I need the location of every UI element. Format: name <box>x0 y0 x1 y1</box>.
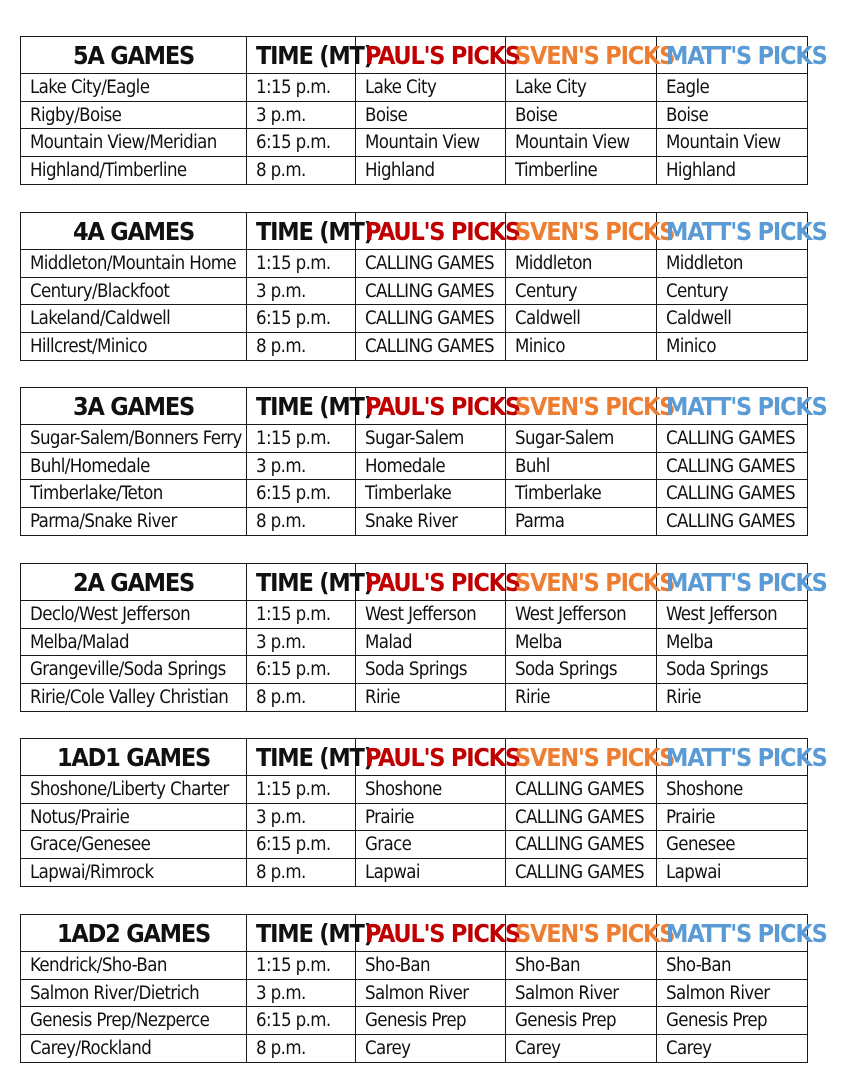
time-cell: 3 p.m. <box>247 628 356 656</box>
classification-title: 1AD1 GAMES <box>21 739 247 776</box>
sven-pick-cell: Century <box>506 277 657 305</box>
svens-picks-header: SVEN'S PICKS <box>506 388 657 425</box>
time-cell: 8 p.m. <box>247 333 356 361</box>
time-cell: 6:15 p.m. <box>247 480 356 508</box>
matchup-cell: Rigby/Boise <box>21 101 247 129</box>
matchup-cell: Middleton/Mountain Home <box>21 250 247 278</box>
table-row <box>21 684 808 712</box>
matt-pick-cell: Salmon River <box>657 979 808 1007</box>
table-row <box>21 1035 808 1063</box>
sven-pick-cell: CALLING GAMES <box>506 803 657 831</box>
svens-picks-header: SVEN'S PICKS <box>506 739 657 776</box>
time-cell: 3 p.m. <box>247 277 356 305</box>
matts-picks-header: MATT'S PICKS <box>657 564 808 601</box>
matchup-cell: Hillcrest/Minico <box>21 333 247 361</box>
matchup-cell: Grangeville/Soda Springs <box>21 656 247 684</box>
paul-pick-cell: Highland <box>356 157 506 185</box>
table-row <box>21 1007 808 1035</box>
matts-picks-header: MATT'S PICKS <box>657 388 808 425</box>
time-header: TIME (MT) <box>247 915 356 952</box>
table-row <box>21 250 808 278</box>
paul-pick-cell: CALLING GAMES <box>356 305 506 333</box>
time-cell: 3 p.m. <box>247 452 356 480</box>
matt-pick-cell: CALLING GAMES <box>657 425 808 453</box>
paul-pick-cell: Snake River <box>356 508 506 536</box>
sven-pick-cell: Carey <box>506 1035 657 1063</box>
classification-title: 3A GAMES <box>21 388 247 425</box>
time-cell: 8 p.m. <box>247 684 356 712</box>
paul-pick-cell: Genesis Prep <box>356 1007 506 1035</box>
matt-pick-cell: Sho-Ban <box>657 952 808 980</box>
classification-title: 4A GAMES <box>21 213 247 250</box>
time-cell: 6:15 p.m. <box>247 831 356 859</box>
matchup-cell: Parma/Snake River <box>21 508 247 536</box>
paul-pick-cell: Lake City <box>356 74 506 102</box>
matchup-cell: Lake City/Eagle <box>21 74 247 102</box>
matchup-cell: Ririe/Cole Valley Christian <box>21 684 247 712</box>
table-header-row <box>21 564 808 601</box>
paul-pick-cell: Sugar-Salem <box>356 425 506 453</box>
matchup-cell: Highland/Timberline <box>21 157 247 185</box>
matt-pick-cell: CALLING GAMES <box>657 508 808 536</box>
time-cell: 1:15 p.m. <box>247 952 356 980</box>
svens-picks-header: SVEN'S PICKS <box>506 915 657 952</box>
matchup-cell: Declo/West Jefferson <box>21 601 247 629</box>
table-row <box>21 129 808 157</box>
sven-pick-cell: Middleton <box>506 250 657 278</box>
matt-pick-cell: Genesee <box>657 831 808 859</box>
matt-pick-cell: CALLING GAMES <box>657 452 808 480</box>
sven-pick-cell: Timberlake <box>506 480 657 508</box>
matt-pick-cell: Melba <box>657 628 808 656</box>
classification-title: 1AD2 GAMES <box>21 915 247 952</box>
matt-pick-cell: CALLING GAMES <box>657 480 808 508</box>
matchup-cell: Shoshone/Liberty Charter <box>21 776 247 804</box>
paul-pick-cell: CALLING GAMES <box>356 333 506 361</box>
matt-pick-cell: Caldwell <box>657 305 808 333</box>
time-header: TIME (MT) <box>247 388 356 425</box>
matchup-cell: Sugar-Salem/Bonners Ferry <box>21 425 247 453</box>
sven-pick-cell: CALLING GAMES <box>506 776 657 804</box>
sven-pick-cell: Mountain View <box>506 129 657 157</box>
table-row <box>21 101 808 129</box>
matts-picks-header: MATT'S PICKS <box>657 213 808 250</box>
matt-pick-cell: West Jefferson <box>657 601 808 629</box>
time-cell: 1:15 p.m. <box>247 425 356 453</box>
table-header-row <box>21 915 808 952</box>
matt-pick-cell: Lapwai <box>657 859 808 887</box>
sven-pick-cell: Parma <box>506 508 657 536</box>
matt-pick-cell: Minico <box>657 333 808 361</box>
matchup-cell: Mountain View/Meridian <box>21 129 247 157</box>
time-cell: 1:15 p.m. <box>247 74 356 102</box>
table-row <box>21 508 808 536</box>
matt-pick-cell: Mountain View <box>657 129 808 157</box>
paul-pick-cell: Soda Springs <box>356 656 506 684</box>
time-cell: 3 p.m. <box>247 979 356 1007</box>
matchup-cell: Carey/Rockland <box>21 1035 247 1063</box>
table-header-row <box>21 388 808 425</box>
table-row <box>21 776 808 804</box>
matts-picks-header: MATT'S PICKS <box>657 37 808 74</box>
matt-pick-cell: Shoshone <box>657 776 808 804</box>
matchup-cell: Melba/Malad <box>21 628 247 656</box>
matchup-cell: Lakeland/Caldwell <box>21 305 247 333</box>
time-cell: 3 p.m. <box>247 803 356 831</box>
sven-pick-cell: Buhl <box>506 452 657 480</box>
matts-picks-header: MATT'S PICKS <box>657 915 808 952</box>
sven-pick-cell: Lake City <box>506 74 657 102</box>
time-cell: 8 p.m. <box>247 157 356 185</box>
paul-pick-cell: Boise <box>356 101 506 129</box>
matchup-cell: Notus/Prairie <box>21 803 247 831</box>
paul-pick-cell: Prairie <box>356 803 506 831</box>
time-cell: 6:15 p.m. <box>247 129 356 157</box>
table-row <box>21 74 808 102</box>
pauls-picks-header: PAUL'S PICKS <box>356 37 506 74</box>
classification-title: 5A GAMES <box>21 37 247 74</box>
table-header-row <box>21 213 808 250</box>
sven-pick-cell: Ririe <box>506 684 657 712</box>
table-row <box>21 628 808 656</box>
time-cell: 8 p.m. <box>247 859 356 887</box>
paul-pick-cell: CALLING GAMES <box>356 250 506 278</box>
matt-pick-cell: Century <box>657 277 808 305</box>
paul-pick-cell: CALLING GAMES <box>356 277 506 305</box>
matchup-cell: Genesis Prep/Nezperce <box>21 1007 247 1035</box>
svens-picks-header: SVEN'S PICKS <box>506 564 657 601</box>
time-header: TIME (MT) <box>247 37 356 74</box>
table-header-row <box>21 739 808 776</box>
table-row <box>21 277 808 305</box>
paul-pick-cell: Grace <box>356 831 506 859</box>
paul-pick-cell: Mountain View <box>356 129 506 157</box>
games-table-1ad2-games <box>20 914 827 1063</box>
matt-pick-cell: Eagle <box>657 74 808 102</box>
sven-pick-cell: CALLING GAMES <box>506 859 657 887</box>
matt-pick-cell: Middleton <box>657 250 808 278</box>
paul-pick-cell: Carey <box>356 1035 506 1063</box>
pauls-picks-header: PAUL'S PICKS <box>356 915 506 952</box>
matchup-cell: Lapwai/Rimrock <box>21 859 247 887</box>
time-cell: 6:15 p.m. <box>247 305 356 333</box>
matt-pick-cell: Carey <box>657 1035 808 1063</box>
table-row <box>21 425 808 453</box>
matt-pick-cell: Ririe <box>657 684 808 712</box>
games-table-3a-games <box>20 387 827 536</box>
pauls-picks-header: PAUL'S PICKS <box>356 564 506 601</box>
table-row <box>21 452 808 480</box>
time-header: TIME (MT) <box>247 739 356 776</box>
paul-pick-cell: Lapwai <box>356 859 506 887</box>
table-row <box>21 656 808 684</box>
table-row <box>21 305 808 333</box>
matts-picks-header: MATT'S PICKS <box>657 739 808 776</box>
sven-pick-cell: Genesis Prep <box>506 1007 657 1035</box>
time-header: TIME (MT) <box>247 213 356 250</box>
time-cell: 6:15 p.m. <box>247 656 356 684</box>
table-header-row <box>21 37 808 74</box>
matchup-cell: Salmon River/Dietrich <box>21 979 247 1007</box>
matchup-cell: Buhl/Homedale <box>21 452 247 480</box>
games-table-1ad1-games <box>20 738 827 887</box>
table-row <box>21 859 808 887</box>
table-row <box>21 480 808 508</box>
pauls-picks-header: PAUL'S PICKS <box>356 213 506 250</box>
table-row <box>21 157 808 185</box>
matt-pick-cell: Prairie <box>657 803 808 831</box>
sven-pick-cell: West Jefferson <box>506 601 657 629</box>
matt-pick-cell: Genesis Prep <box>657 1007 808 1035</box>
sven-pick-cell: Caldwell <box>506 305 657 333</box>
paul-pick-cell: Ririe <box>356 684 506 712</box>
games-table-2a-games <box>20 563 827 712</box>
table-row <box>21 979 808 1007</box>
table-row <box>21 803 808 831</box>
sven-pick-cell: Soda Springs <box>506 656 657 684</box>
sven-pick-cell: Boise <box>506 101 657 129</box>
time-cell: 8 p.m. <box>247 1035 356 1063</box>
paul-pick-cell: Sho-Ban <box>356 952 506 980</box>
games-table-4a-games <box>20 212 827 361</box>
table-row <box>21 952 808 980</box>
time-cell: 3 p.m. <box>247 101 356 129</box>
sven-pick-cell: Sho-Ban <box>506 952 657 980</box>
sven-pick-cell: Timberline <box>506 157 657 185</box>
sven-pick-cell: Salmon River <box>506 979 657 1007</box>
matchup-cell: Grace/Genesee <box>21 831 247 859</box>
svens-picks-header: SVEN'S PICKS <box>506 213 657 250</box>
classification-title: 2A GAMES <box>21 564 247 601</box>
time-cell: 1:15 p.m. <box>247 776 356 804</box>
sven-pick-cell: Minico <box>506 333 657 361</box>
time-cell: 8 p.m. <box>247 508 356 536</box>
paul-pick-cell: Homedale <box>356 452 506 480</box>
time-cell: 1:15 p.m. <box>247 601 356 629</box>
matchup-cell: Timberlake/Teton <box>21 480 247 508</box>
svens-picks-header: SVEN'S PICKS <box>506 37 657 74</box>
time-cell: 1:15 p.m. <box>247 250 356 278</box>
games-table-5a-games <box>20 36 827 185</box>
matt-pick-cell: Boise <box>657 101 808 129</box>
matchup-cell: Century/Blackfoot <box>21 277 247 305</box>
matchup-cell: Kendrick/Sho-Ban <box>21 952 247 980</box>
pauls-picks-header: PAUL'S PICKS <box>356 739 506 776</box>
sven-pick-cell: Sugar-Salem <box>506 425 657 453</box>
table-row <box>21 831 808 859</box>
pauls-picks-header: PAUL'S PICKS <box>356 388 506 425</box>
table-row <box>21 333 808 361</box>
matt-pick-cell: Highland <box>657 157 808 185</box>
time-cell: 6:15 p.m. <box>247 1007 356 1035</box>
table-row <box>21 601 808 629</box>
paul-pick-cell: Malad <box>356 628 506 656</box>
sven-pick-cell: CALLING GAMES <box>506 831 657 859</box>
paul-pick-cell: Timberlake <box>356 480 506 508</box>
matt-pick-cell: Soda Springs <box>657 656 808 684</box>
paul-pick-cell: West Jefferson <box>356 601 506 629</box>
sven-pick-cell: Melba <box>506 628 657 656</box>
time-header: TIME (MT) <box>247 564 356 601</box>
paul-pick-cell: Salmon River <box>356 979 506 1007</box>
paul-pick-cell: Shoshone <box>356 776 506 804</box>
